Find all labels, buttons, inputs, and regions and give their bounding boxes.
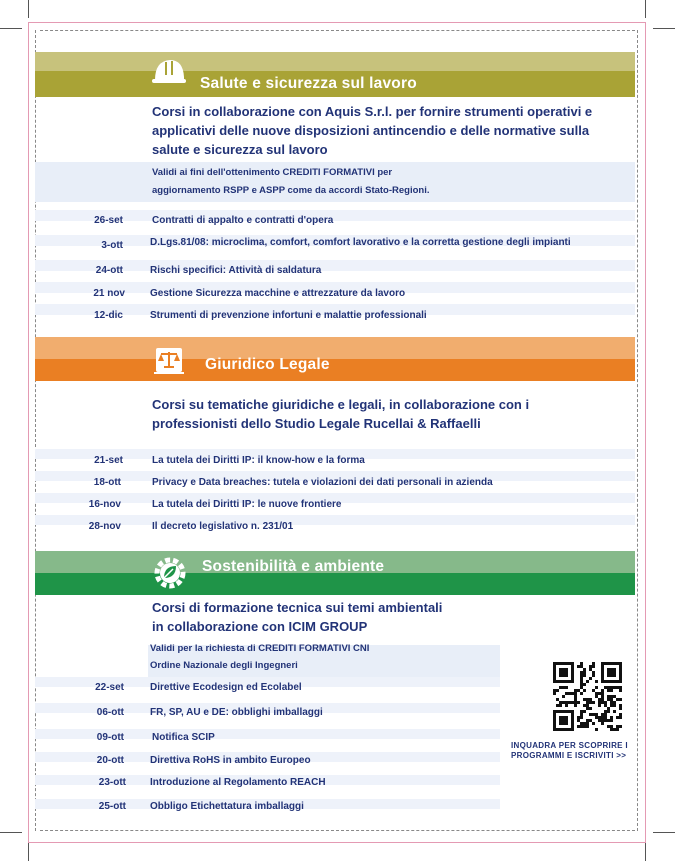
trim-line	[28, 22, 645, 23]
crop-mark	[28, 843, 29, 861]
section-lead-line: in collaborazione con ICIM GROUP	[152, 619, 368, 634]
course-title[interactable]: Introduzione al Regolamento REACH	[150, 777, 326, 788]
section-header-band	[35, 52, 635, 71]
section-lead-line: Corsi di formazione tecnica sui temi ambientali	[152, 600, 443, 615]
course-date: 21-set	[94, 455, 123, 466]
qr-code[interactable]	[553, 662, 622, 731]
course-title[interactable]: Notifica SCIP	[152, 732, 215, 743]
course-title[interactable]: Privacy e Data breaches: tutela e violazioni dei dati personali in azienda	[152, 477, 493, 488]
course-date: 23-ott	[98, 777, 126, 788]
safe-area-line	[40, 830, 635, 831]
crop-mark	[645, 0, 646, 18]
section-header-band	[35, 573, 635, 595]
qr-caption	[511, 741, 628, 761]
course-date: 22-set	[95, 682, 124, 693]
course-title[interactable]: Direttive Ecodesign ed Ecolabel	[150, 682, 302, 693]
course-title[interactable]: Il decreto legislativo n. 231/01	[152, 521, 294, 532]
course-title[interactable]: Direttiva RoHS in ambito Europeo	[150, 755, 311, 766]
section-title: Salute e sicurezza sul lavoro	[200, 75, 417, 92]
crop-mark	[645, 843, 646, 861]
course-date: 09-ott	[96, 732, 124, 743]
credits-note-line: Ordine Nazionale degli Ingegneri	[150, 660, 298, 671]
course-title[interactable]: Rischi specifici: Attività di saldatura	[150, 265, 322, 276]
row-stripe	[35, 515, 635, 525]
trim-line	[28, 842, 645, 843]
safe-area-line	[637, 30, 638, 831]
crop-mark	[28, 0, 29, 18]
section-lead: Corsi in collaborazione con Aquis S.r.l. per fornire strumenti operativi e applicativi delle nuove disposizioni antincendio e delle normative sulla salute e sicurezza sul lavoro	[152, 104, 593, 157]
credits-note-line: Validi per la richiesta di CREDITI FORMATIVI CNI	[150, 643, 370, 654]
gear-leaf-icon	[151, 554, 189, 592]
course-title[interactable]: Gestione Sicurezza macchine e attrezzature da lavoro	[150, 288, 406, 299]
course-date: 3-ott	[101, 240, 123, 251]
course-date: 06-ott	[96, 707, 124, 718]
section-title: Giuridico Legale	[205, 356, 330, 373]
course-title[interactable]: D.Lgs.81/08: microclima, comfort, comfort lavorativo e la corretta gestione degli impianti	[150, 237, 571, 248]
scales-icon	[152, 342, 188, 378]
credits-note	[35, 162, 635, 202]
course-date: 12-dic	[94, 310, 123, 321]
helmet-icon	[150, 53, 188, 91]
course-date: 16-nov	[88, 499, 121, 510]
row-stripe	[35, 260, 635, 271]
row-stripe	[35, 210, 635, 221]
section-header-band	[35, 337, 635, 359]
course-date: 24-ott	[95, 265, 123, 276]
qr-caption-line: PROGRAMMI E ISCRIVITI >>	[511, 751, 627, 760]
section-lead	[152, 598, 612, 636]
course-date: 21 nov	[93, 288, 125, 299]
course-title[interactable]: FR, SP, AU e DE: obblighi imballaggi	[150, 707, 323, 718]
section-lead: Corsi su tematiche giuridiche e legali, in collaborazione con i professionisti dello Studio Legale Rucellai & Raffaelli	[152, 397, 530, 431]
course-title[interactable]: La tutela dei Diritti IP: le nuove frontiere	[152, 499, 342, 510]
crop-mark	[653, 832, 675, 833]
course-title[interactable]: Strumenti di prevenzione infortuni e malattie professionali	[150, 310, 427, 321]
course-date: 18-ott	[93, 477, 121, 488]
trim-line	[645, 22, 646, 843]
course-title[interactable]: Obbligo Etichettatura imballaggi	[150, 801, 304, 812]
course-date: 20-ott	[96, 755, 124, 766]
crop-mark	[0, 28, 22, 29]
crop-mark	[0, 832, 22, 833]
qr-caption-line: INQUADRA PER SCOPRIRE I	[511, 741, 628, 750]
section-title: Sostenibilità e ambiente	[202, 558, 385, 575]
course-date: 28-nov	[88, 521, 121, 532]
course-title[interactable]: Contratti di appalto e contratti d'opera	[152, 215, 334, 226]
safe-area-line	[40, 30, 635, 31]
section-header-band	[35, 359, 635, 381]
course-title[interactable]: La tutela dei Diritti IP: il know-how e la forma	[152, 455, 365, 466]
crop-mark	[653, 28, 675, 29]
credits-note-line: Validi ai fini dell'ottenimento CREDITI FORMATIVI per	[152, 167, 393, 178]
course-date: 26-set	[94, 215, 123, 226]
course-date: 25-ott	[98, 801, 126, 812]
trim-line	[28, 22, 29, 843]
credits-note-line: aggiornamento RSPP e ASPP come da accordi Stato-Regioni.	[152, 185, 430, 196]
